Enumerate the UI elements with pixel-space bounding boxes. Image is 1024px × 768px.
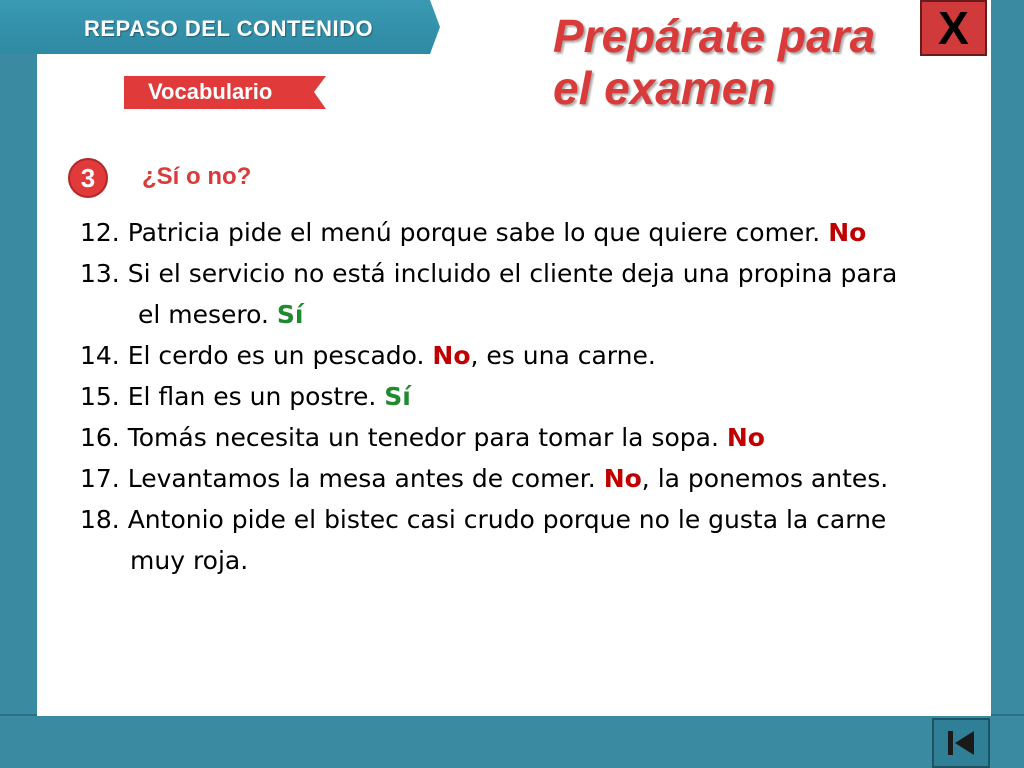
list-item bbox=[80, 335, 980, 376]
answer-no: No bbox=[603, 464, 642, 493]
answer-si: Sí bbox=[276, 300, 304, 329]
page-title bbox=[553, 10, 875, 114]
answer-list bbox=[80, 212, 980, 581]
activity-number-badge: 3 bbox=[68, 158, 108, 198]
close-icon: X bbox=[938, 2, 969, 54]
list-item bbox=[80, 417, 980, 458]
list-item bbox=[80, 376, 980, 417]
item-text: 18. Antonio pide el bistec casi crudo porque no le gusta la carne bbox=[80, 505, 887, 534]
item-text: 15. El flan es un postre. bbox=[80, 382, 385, 411]
list-item bbox=[80, 253, 980, 294]
list-item-continuation bbox=[80, 540, 980, 581]
frame-left bbox=[0, 0, 39, 768]
back-button[interactable] bbox=[932, 718, 990, 768]
item-text: 13. Si el servicio no está incluido el cliente deja una propina para bbox=[80, 259, 898, 288]
frame-right bbox=[989, 0, 1024, 768]
item-text: el mesero. bbox=[138, 300, 277, 329]
list-item bbox=[80, 212, 980, 253]
close-button[interactable] bbox=[920, 0, 987, 56]
vocabulary-tag-label: Vocabulario bbox=[148, 79, 273, 104]
item-tail: , es una carne. bbox=[470, 341, 656, 370]
section-banner-label: REPASO DEL CONTENIDO bbox=[84, 16, 374, 41]
list-item bbox=[80, 458, 980, 499]
item-tail: , la ponemos antes. bbox=[641, 464, 889, 493]
item-text: 17. Levantamos la mesa antes de comer. bbox=[80, 464, 604, 493]
item-text: muy roja. bbox=[130, 546, 249, 575]
list-item-continuation bbox=[80, 294, 980, 335]
page-title-line-2: el examen bbox=[553, 62, 776, 114]
list-item bbox=[80, 499, 980, 540]
activity-title: ¿Sí o no? bbox=[142, 163, 252, 190]
item-text: 12. Patricia pide el menú porque sabe lo que quiere comer. bbox=[80, 218, 829, 247]
answer-no: No bbox=[726, 423, 765, 452]
answer-no: No bbox=[828, 218, 867, 247]
frame-bottom bbox=[0, 714, 1024, 768]
item-text: 14. El cerdo es un pescado. bbox=[80, 341, 433, 370]
answer-si: Sí bbox=[384, 382, 411, 411]
answer-no: No bbox=[432, 341, 471, 370]
skip-back-icon bbox=[944, 726, 978, 760]
item-text: 16. Tomás necesita un tenedor para tomar la sopa. bbox=[80, 423, 727, 452]
page-title-line-1: Prepárate para bbox=[553, 10, 876, 62]
